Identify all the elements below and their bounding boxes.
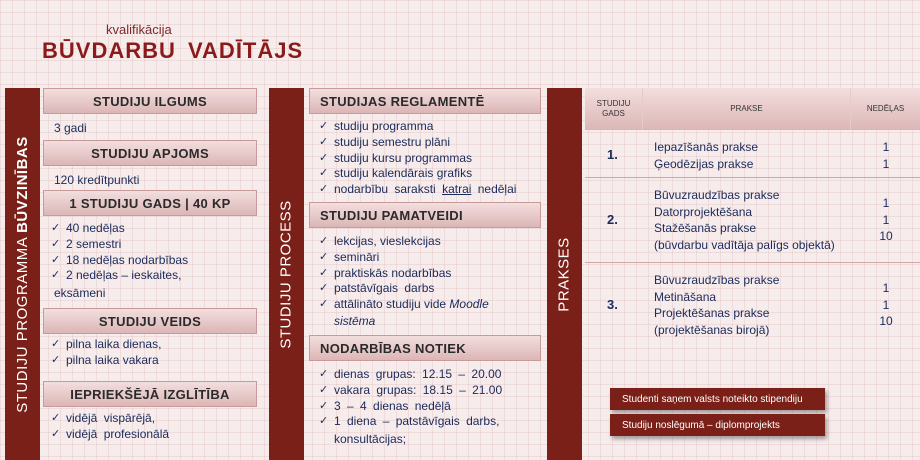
pamatveidi-header: STUDIJU PAMATVEIDI: [309, 202, 541, 228]
list-item: ✓ 1 diena – patstāvīgais darbs,: [318, 414, 540, 430]
list-item: ✓ studiju kursu programmas: [318, 151, 540, 167]
column-header-prakse: PRAKSE: [643, 88, 851, 130]
process-vertical-label: STUDIJU PROCESS: [278, 199, 296, 349]
program-vertical-bar: [5, 88, 40, 460]
prakses-vertical-bar: [547, 88, 582, 460]
list-item: ✓ lekcijas, vieslekcijas: [318, 234, 540, 250]
list-item: ✓ 3 – 4 dienas nedēļā: [318, 399, 540, 415]
page-title: BŪVDARBU VADĪTĀJS: [42, 38, 304, 63]
practice-cell: Iepazīšanās prakse Ģeodēzijas prakse: [654, 140, 759, 171]
weeks-cell: 1 1 10: [879, 281, 893, 328]
list-item: ✓ vidējā vispārējā,: [50, 411, 255, 427]
prakses-vertical-label: PRAKSES: [556, 236, 573, 312]
list-item: ✓ nodarbību saraksti katrai nedēļai: [318, 182, 540, 198]
studiju-gads-list: [50, 221, 255, 284]
prakses-table: [585, 88, 920, 358]
reglamente-header: STUDIJAS REGLAMENTĒ: [309, 88, 541, 114]
table-row: [585, 263, 920, 348]
list-item: ✓ dienas grupas: 12.15 – 20.00: [318, 367, 540, 383]
list-item: ✓ 2 nedēļas – ieskaites,: [50, 268, 255, 284]
practice-cell: Būvuzraudzības prakse Datorprojektēšana Stažēšanās prakse (būvdarbu vadītāja palīgs objektā): [654, 188, 835, 252]
studiju-apjoms-header: STUDIJU APJOMS: [43, 140, 257, 166]
subtitle: kvalifikācija: [106, 22, 172, 37]
studiju-gads-header: 1 STUDIJU GADS | 40 KP: [43, 190, 257, 216]
list-item-continuation: konsultācijas;: [334, 432, 407, 446]
list-item: ✓ attālināto studiju vide Moodle: [318, 297, 540, 313]
list-item: ✓ 40 nedēļas: [50, 221, 255, 237]
year-cell: 2.: [607, 212, 618, 227]
reglamente-list: [318, 119, 540, 198]
stipendija-badge: Studenti saņem valsts noteikto stipendiju: [610, 388, 825, 410]
studiju-ilgums-header: STUDIJU ILGUMS: [43, 88, 257, 114]
list-item: ✓ semināri: [318, 250, 540, 266]
table-row: [585, 130, 920, 178]
list-item: ✓ pilna laika vakara: [50, 353, 255, 369]
studiju-veids-list: [50, 337, 255, 369]
practice-cell: Būvuzraudzības prakse Metināšana Projektēšanas prakse (projektēšanas birojā): [654, 273, 780, 337]
process-vertical-bar: [269, 88, 304, 460]
studiju-veids-header: STUDIJU VEIDS: [43, 308, 257, 334]
list-item: ✓ studiju semestru plāni: [318, 135, 540, 151]
list-item: ✓ pilna laika dienas,: [50, 337, 255, 353]
list-item: ✓ vakara grupas: 18.15 – 21.00: [318, 383, 540, 399]
studiju-ilgums-value: 3 gadi: [54, 121, 87, 135]
list-item: ✓ praktiskās nodarbības: [318, 266, 540, 282]
column-header-gads: STUDIJU GADS: [585, 88, 643, 130]
year-cell: 3.: [607, 297, 618, 312]
year-cell: 1.: [607, 147, 618, 162]
notiek-list: [318, 367, 540, 430]
diplomprojekts-badge: Studiju noslēgumā – diplomprojekts: [610, 414, 825, 436]
weeks-cell: 1 1 10: [879, 196, 893, 243]
studiju-apjoms-value: 120 kredītpunkti: [54, 173, 140, 187]
list-item: ✓ 18 nedēļas nodarbības: [50, 253, 255, 269]
list-item: ✓ studiju kalendārais grafiks: [318, 166, 540, 182]
pamatveidi-list: [318, 234, 540, 313]
column-header-nedelas: NEDĒĻAS: [851, 88, 920, 130]
ieprieksejas-izglitiba-header: IEPRIEKŠĒJĀ IZGLĪTĪBA: [43, 381, 257, 407]
program-vertical-label: STUDIJU PROGRAMMA BŪVZINĪBAS: [14, 135, 31, 413]
list-item: ✓ 2 semestri: [50, 237, 255, 253]
list-item-continuation: sistēma: [334, 314, 376, 328]
nodarbibas-notiek-header: NODARBĪBAS NOTIEK: [309, 335, 541, 361]
list-item: ✓ patstāvīgais darbs: [318, 281, 540, 297]
list-item: ✓ studiju programma: [318, 119, 540, 135]
weeks-cell: 1 1: [882, 140, 890, 171]
list-item-continuation: eksāmeni: [54, 286, 106, 300]
list-item: ✓ vidējā profesionālā: [50, 427, 255, 443]
table-row: [585, 178, 920, 263]
izglitiba-list: [50, 411, 255, 443]
